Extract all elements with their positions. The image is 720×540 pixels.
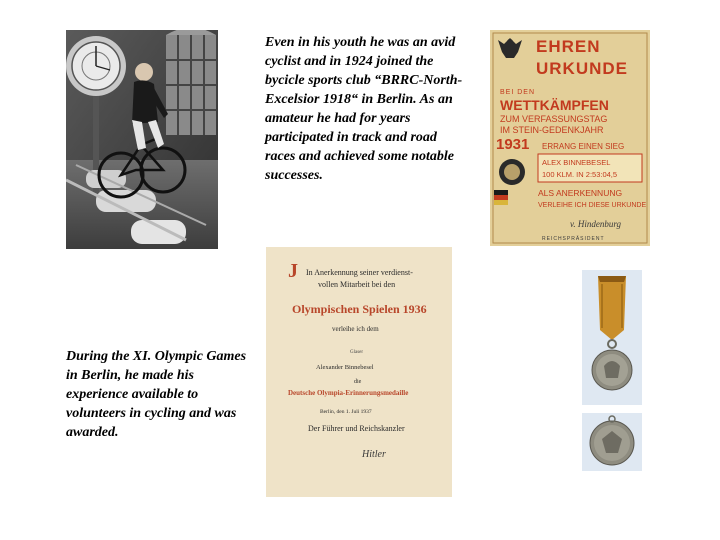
olympia-certificate-document xyxy=(266,247,452,497)
olympia-line10: Der Führer und Reichskanzler xyxy=(308,424,405,433)
urkunde-title-line2: URKUNDE xyxy=(536,59,628,78)
urkunde-als: ALS ANERKENNUNG xyxy=(538,188,623,198)
olympia-certificate-image xyxy=(266,247,452,497)
olympia-line6: Alexander Binnebesel xyxy=(316,364,374,371)
urkunde-errang: ERRANG EINEN SIEG xyxy=(542,142,625,151)
urkunde-name-line2: 100 KLM. IN 2:53:04,5 xyxy=(542,170,618,179)
urkunde-year: 1931 xyxy=(496,136,530,153)
cyclist-photo-image xyxy=(66,30,218,249)
urkunde-name-line1: ALEX BINNEBESEL xyxy=(542,158,611,167)
olympia-line1: In Anerkennung seiner verdienst- xyxy=(306,268,413,277)
urkunde-wettkaempfen: WETTKÄMPFEN xyxy=(500,97,609,113)
urkunde-signature: v. Hindenburg xyxy=(570,219,621,229)
olympia-signature: Hitler xyxy=(362,449,386,460)
medal-front-icon xyxy=(582,270,642,405)
medal-front-image xyxy=(582,270,642,405)
urkunde-verleihe: VERLEIHE ICH DIESE URKUNDE xyxy=(538,202,647,209)
olympia-line9-date: Berlin, den 1. Juli 1937 xyxy=(320,409,372,415)
svg-text:J: J xyxy=(288,260,298,282)
caption-olympic-games: During the XI. Olympic Games in Berlin, he made his experience available to volunteers in cycling and was awarded. xyxy=(66,349,247,440)
olympia-line5: Glaser xyxy=(350,350,364,355)
medal-back-icon xyxy=(582,413,642,471)
ehrenurkunde-1931-image xyxy=(490,30,650,246)
olympia-line2: vollen Mitarbeit bei den xyxy=(318,280,396,289)
urkunde-bei-den: BEI DEN xyxy=(500,89,536,96)
olympia-line3: Olympischen Spielen 1936 xyxy=(292,302,427,316)
urkunde-footer: REICHSPRÄSIDENT xyxy=(542,236,605,242)
urkunde-im: IM STEIN-GEDENKJAHR xyxy=(500,125,604,135)
medal-back-image xyxy=(582,413,642,471)
urkunde-title-line1: EHREN xyxy=(536,37,601,56)
olympia-line7: die xyxy=(354,379,362,385)
cyclist-photo xyxy=(66,30,218,249)
olympia-line4: verleihe ich dem xyxy=(332,325,379,333)
caption-youth-cyclist: Even in his youth he was an avid cyclist and in 1924 joined the bycicle sports club “BRRC-North-Excelsior 1918“ in Berlin. As an amateur he had for years participated in track and road races and achieved some notable successes. xyxy=(265,35,463,183)
urkunde-zum: ZUM VERFASSUNGSTAG xyxy=(500,114,608,124)
ehrenurkunde-1931-document xyxy=(490,30,650,246)
olympia-line8: Deutsche Olympia-Erinnerungsmedaille xyxy=(288,389,409,397)
